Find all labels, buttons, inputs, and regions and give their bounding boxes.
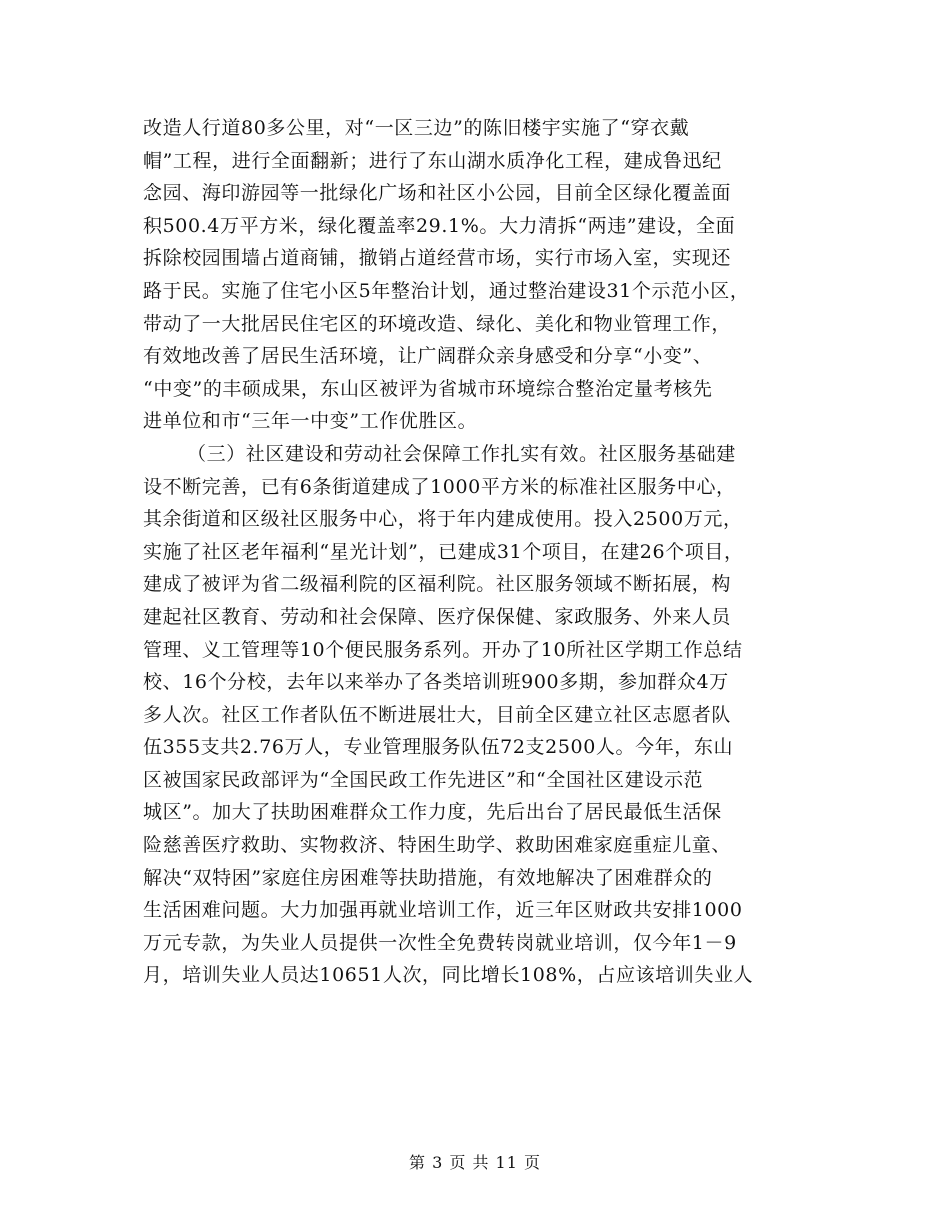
text-line: 有效地改善了居民生活环境，让广阔群众亲身感受和分享“小变”、 [143,345,713,368]
text-line: 带动了一大批居民住宅区的环境改造、绿化、美化和物业管理工作， [143,312,732,335]
text-line: 其余街道和区级社区服务中心，将于年内建成使用。投入2500万元， [143,508,743,531]
text-line: 伍355支共2.76万人，专业管理服务队伍72支2500人。今年，东山 [143,736,734,759]
text-line: 管理、义工管理等10个便民服务系列。开办了10所社区学期工作总结 [143,638,743,661]
text-line: 路于民。实施了住宅小区5年整治计划，通过整治建设31个示范小区， [143,279,750,302]
text-line: 设不断完善，已有6条街道建成了1000平方米的标准社区服务中心， [143,475,736,498]
text-line: 拆除校园围墙占道商铺，撤销占道经营市场，实行市场入室，实现还 [143,247,732,270]
text-line: 多人次。社区工作者队伍不断进展壮大，目前全区建立社区志愿者队 [143,703,732,726]
text-line: 月，培训失业人员达10651人次，同比增长108%，占应该培训失业人 [143,964,754,987]
text-line: 建起社区教育、劳动和社会保障、医疗保保健、家政服务、外来人员 [143,605,732,628]
page-number-footer: 第 3 页 共 11 页 [409,1153,541,1172]
body-text [143,112,823,992]
text-line: 生活困难问题。大力加强再就业培训工作，近三年区财政共安排1000 [143,899,743,922]
text-line: 帽”工程，进行全面翻新；进行了东山湖水质净化工程，建成鲁迅纪 [143,149,722,172]
text-line: 积500.4万平方米，绿化覆盖率29.1%。大力清拆“两违”建设，全面 [143,214,736,237]
text-line: 校、16个分校，去年以来举办了各类培训班900多期，参加群众4万 [143,671,729,694]
text-line: 建成了被评为省二级福利院的区福利院。社区服务领域不断拓展，构 [143,573,732,596]
text-line: 改造人行道80多公里，对“一区三边”的陈旧楼宇实施了“穿衣戴 [143,117,690,139]
text-line: 万元专款，为失业人员提供一次性全免费转岗就业培训，仅今年1－9 [143,931,737,954]
text-line: 城区”。加大了扶助困难群众工作力度，先后出台了居民最低生活保 [143,801,722,824]
text-line: 念园、海印游园等一批绿化广场和社区小公园，目前全区绿化覆盖面 [143,182,732,205]
text-line: 进单位和市“三年一中变”工作优胜区。 [143,410,478,433]
text-line: 解决“双特困”家庭住房困难等扶助措施，有效地解决了困难群众的 [143,866,713,889]
text-line: 险慈善医疗救助、实物救济、特困生助学、救助困难家庭重症儿童、 [143,834,732,857]
text-line: 区被国家民政部评为“全国民政工作先进区”和“全国社区建设示范 [143,768,704,791]
text-line: 实施了社区老年福利“星光计划”，已建成31个项目，在建26个项目， [143,540,744,563]
section-heading-line: （三）社区建设和劳动社会保障工作扎实有效。社区服务基础建 [187,442,736,465]
text-line: “中变”的丰硕成果，东山区被评为省城市环境综合整治定量考核先 [143,377,713,400]
